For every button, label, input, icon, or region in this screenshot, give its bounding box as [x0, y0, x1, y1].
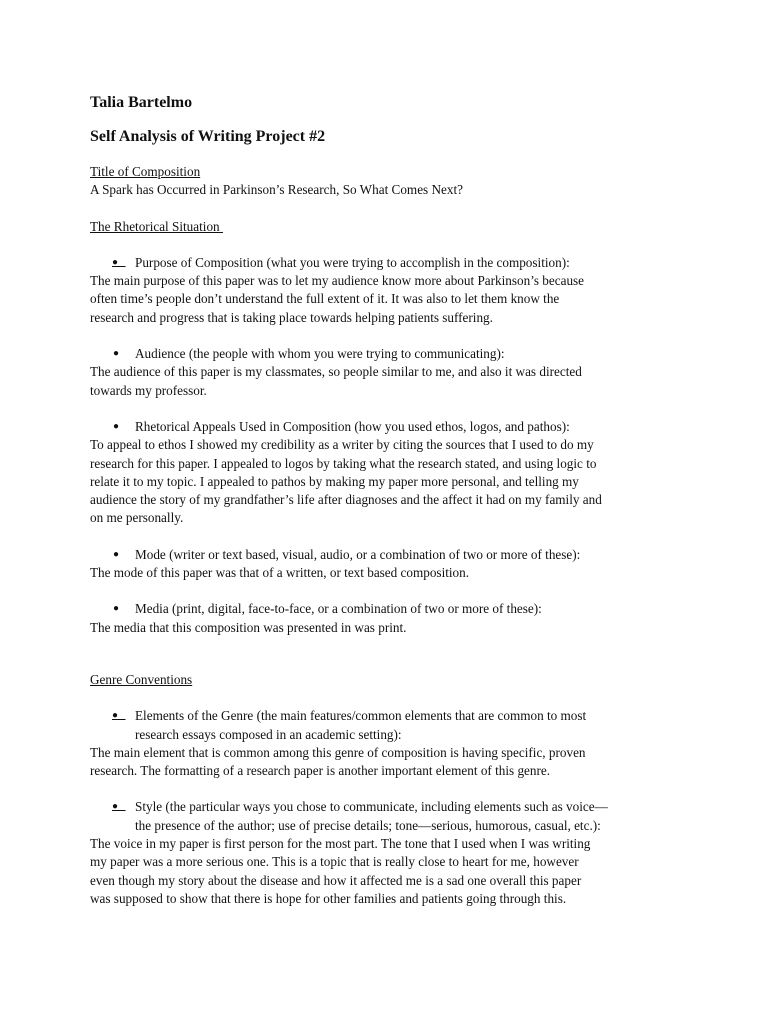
answer-line: The media that this composition was presented in was print. — [90, 619, 407, 635]
answer-line: relate it to my topic. I appealed to pathos by making my paper more personal, and telling my — [90, 473, 579, 489]
bullet-label: Rhetorical Appeals Used in Composition (how you used ethos, logos, and pathos): — [135, 418, 570, 434]
bullet-icon: ● — [112, 801, 126, 813]
answer-line: on me personally. — [90, 510, 184, 526]
answer-line: The main element that is common among this genre of composition is having specific, proven — [90, 744, 586, 760]
bullet-label: Mode (writer or text based, visual, audio, or a combination of two or more of these): — [135, 546, 581, 562]
bullet-icon: ● — [113, 348, 120, 360]
answer-line: The audience of this paper is my classmates, so people similar to me, and also it was directed — [90, 364, 582, 380]
composition-title-value: A Spark has Occurred in Parkinson’s Research, So What Comes Next? — [90, 182, 463, 198]
bullet-label: Audience (the people with whom you were trying to communicating): — [135, 346, 505, 362]
answer-line: my paper was a more serious one. This is a topic that is really close to heart for me, however — [90, 854, 579, 870]
bullet-icon: ● — [113, 420, 120, 432]
bullet-item-mode — [90, 546, 690, 564]
document-body — [90, 93, 690, 908]
bullet-item-audience — [90, 345, 690, 363]
composition-title-heading: Title of Composition — [90, 164, 201, 179]
rhetorical-situation-heading: The Rhetorical Situation — [90, 218, 223, 234]
answer-line: towards my professor. — [90, 382, 207, 398]
answer-line: The voice in my paper is first person for the most part. The tone that I used when I was writing — [90, 836, 591, 852]
genre-conventions-heading: Genre Conventions — [90, 671, 193, 687]
bullet-label: Media (print, digital, face-to-face, or a combination of two or more of these): — [135, 601, 542, 617]
bullet-label-continued: research essays composed in an academic setting): — [135, 726, 402, 742]
bullet-icon: ● — [113, 603, 120, 615]
bullet-item-purpose — [90, 254, 690, 272]
bullet-item-style — [90, 798, 690, 816]
answer-line: research for this paper. I appealed to logos by taking what the research stated, and using logic to — [90, 455, 597, 471]
bullet-label-continued: the presence of the author; use of precise details; tone—serious, humorous, casual, etc.): — [135, 817, 601, 833]
answer-line: The main purpose of this paper was to let my audience know more about Parkinson’s because — [90, 273, 585, 289]
bullet-label: Purpose of Composition (what you were trying to accomplish in the composition): — [135, 254, 570, 270]
bullet-item-media — [90, 600, 690, 618]
document-title: Self Analysis of Writing Project #2 — [90, 128, 326, 145]
bullet-icon: ● — [112, 256, 126, 268]
answer-line: research and progress that is taking place towards helping patients suffering. — [90, 309, 493, 325]
answer-line: even though my story about the disease and how it affected me is a sad one overall this paper — [90, 872, 582, 888]
bullet-icon: ● — [113, 548, 120, 560]
answer-line: was supposed to show that there is hope for other families and patients going through this. — [90, 890, 567, 906]
bullet-item-genre-elements — [90, 707, 690, 725]
answer-line: audience the story of my grandfather’s life after diagnoses and the affect it had on my family and — [90, 492, 602, 508]
answer-line: often time’s people don’t understand the full extent of it. It was also to let them know the — [90, 291, 560, 307]
bullet-label: Elements of the Genre (the main features/common elements that are common to most — [135, 708, 587, 724]
answer-line: research. The formatting of a research paper is another important element of this genre. — [90, 763, 551, 779]
bullet-icon: ● — [112, 710, 126, 722]
answer-line: The mode of this paper was that of a written, or text based composition. — [90, 565, 470, 581]
bullet-label: Style (the particular ways you chose to communicate, including elements such as voice— — [135, 799, 608, 815]
bullet-item-rhetorical-appeals — [90, 418, 690, 436]
answer-line: To appeal to ethos I showed my credibility as a writer by citing the sources that I used to do my — [90, 437, 594, 453]
author-name: Talia Bartelmo — [90, 94, 193, 111]
